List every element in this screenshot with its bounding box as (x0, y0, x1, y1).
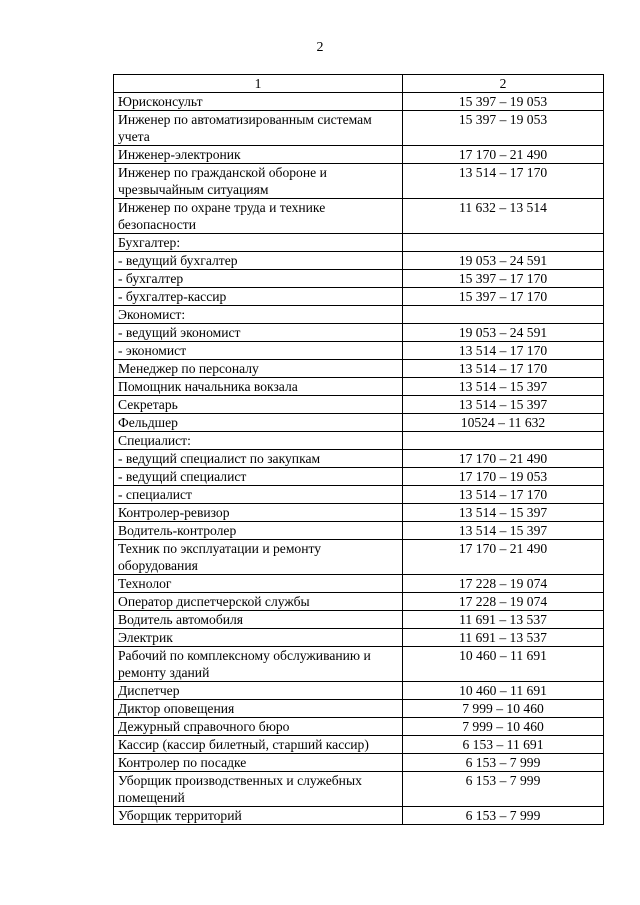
salary-range-cell: 15 397 – 17 170 (403, 288, 604, 306)
table-row (114, 754, 604, 772)
table-row (114, 611, 604, 629)
salary-range-cell: 17 170 – 21 490 (403, 450, 604, 468)
table-row (114, 270, 604, 288)
salary-range-cell: 6 153 – 7 999 (403, 772, 604, 807)
salary-range-cell: 17 170 – 21 490 (403, 146, 604, 164)
salary-range-cell: 6 153 – 11 691 (403, 736, 604, 754)
salary-range-cell: 7 999 – 10 460 (403, 700, 604, 718)
table-row (114, 378, 604, 396)
position-cell: Юрисконсульт (114, 93, 403, 111)
position-cell: Оператор диспетчерской службы (114, 593, 403, 611)
table-row (114, 111, 604, 146)
position-cell: - ведущий экономист (114, 324, 403, 342)
position-cell: Водитель автомобиля (114, 611, 403, 629)
salary-range-cell: 11 632 – 13 514 (403, 199, 604, 234)
table-header-row (114, 75, 604, 93)
column-header: 1 (114, 75, 403, 93)
position-cell: Бухгалтер: (114, 234, 403, 252)
table-row (114, 700, 604, 718)
salary-range-cell: 6 153 – 7 999 (403, 807, 604, 825)
salary-range-cell: 7 999 – 10 460 (403, 718, 604, 736)
salary-range-cell: 13 514 – 15 397 (403, 396, 604, 414)
salary-range-cell: 13 514 – 17 170 (403, 164, 604, 199)
salary-range-cell: 17 170 – 21 490 (403, 540, 604, 575)
salary-range-cell (403, 234, 604, 252)
table-row (114, 772, 604, 807)
position-cell: Инженер по гражданской обороне и чрезвычайным ситуациям (114, 164, 403, 199)
table-row (114, 575, 604, 593)
position-cell: - бухгалтер (114, 270, 403, 288)
salary-range-cell: 13 514 – 15 397 (403, 378, 604, 396)
salary-range-cell: 13 514 – 17 170 (403, 486, 604, 504)
salary-range-cell: 11 691 – 13 537 (403, 629, 604, 647)
table-row (114, 629, 604, 647)
position-cell: Технолог (114, 575, 403, 593)
position-cell: Помощник начальника вокзала (114, 378, 403, 396)
table-row (114, 486, 604, 504)
table-row (114, 93, 604, 111)
position-cell: Инженер-электроник (114, 146, 403, 164)
position-cell: Кассир (кассир билетный, старший кассир) (114, 736, 403, 754)
position-cell: Водитель-контролер (114, 522, 403, 540)
table-row (114, 468, 604, 486)
position-cell: - ведущий бухгалтер (114, 252, 403, 270)
table-row (114, 593, 604, 611)
salary-range-cell: 19 053 – 24 591 (403, 252, 604, 270)
salary-range-cell: 10 460 – 11 691 (403, 682, 604, 700)
salary-range-cell: 19 053 – 24 591 (403, 324, 604, 342)
salary-range-cell: 10524 – 11 632 (403, 414, 604, 432)
salary-range-cell: 17 228 – 19 074 (403, 593, 604, 611)
salary-table (113, 74, 604, 825)
page-number: 2 (316, 40, 324, 55)
table-row (114, 682, 604, 700)
salary-range-cell: 6 153 – 7 999 (403, 754, 604, 772)
column-header: 2 (403, 75, 604, 93)
position-cell: Специалист: (114, 432, 403, 450)
table-row (114, 718, 604, 736)
salary-range-cell: 15 397 – 19 053 (403, 111, 604, 146)
table-row (114, 324, 604, 342)
table-row (114, 234, 604, 252)
salary-range-cell: 13 514 – 15 397 (403, 522, 604, 540)
table-row (114, 252, 604, 270)
position-cell: Уборщик территорий (114, 807, 403, 825)
table-row (114, 342, 604, 360)
position-cell: Техник по эксплуатации и ремонту оборудования (114, 540, 403, 575)
position-cell: Рабочий по комплексному обслуживанию и ремонту зданий (114, 647, 403, 682)
table-row (114, 414, 604, 432)
position-cell: Инженер по охране труда и технике безопасности (114, 199, 403, 234)
salary-range-cell (403, 432, 604, 450)
salary-range-cell: 11 691 – 13 537 (403, 611, 604, 629)
table-row (114, 807, 604, 825)
table-row (114, 522, 604, 540)
position-cell: Контролер по посадке (114, 754, 403, 772)
salary-range-cell: 13 514 – 17 170 (403, 342, 604, 360)
table-row (114, 432, 604, 450)
table-row (114, 146, 604, 164)
position-cell: - специалист (114, 486, 403, 504)
position-cell: Дежурный справочного бюро (114, 718, 403, 736)
position-cell: Экономист: (114, 306, 403, 324)
table-row (114, 540, 604, 575)
position-cell: - ведущий специалист (114, 468, 403, 486)
table-row (114, 736, 604, 754)
table-row (114, 450, 604, 468)
position-cell: Фельдшер (114, 414, 403, 432)
table-row (114, 164, 604, 199)
salary-range-cell: 15 397 – 19 053 (403, 93, 604, 111)
salary-range-cell: 13 514 – 17 170 (403, 360, 604, 378)
salary-range-cell: 15 397 – 17 170 (403, 270, 604, 288)
position-cell: - экономист (114, 342, 403, 360)
salary-range-cell: 13 514 – 15 397 (403, 504, 604, 522)
table-row (114, 504, 604, 522)
table-row (114, 199, 604, 234)
position-cell: Секретарь (114, 396, 403, 414)
position-cell: Уборщик производственных и служебных помещений (114, 772, 403, 807)
position-cell: - бухгалтер-кассир (114, 288, 403, 306)
table-row (114, 288, 604, 306)
salary-range-cell: 10 460 – 11 691 (403, 647, 604, 682)
salary-range-cell (403, 306, 604, 324)
table-row (114, 306, 604, 324)
salary-range-cell: 17 228 – 19 074 (403, 575, 604, 593)
position-cell: - ведущий специалист по закупкам (114, 450, 403, 468)
table-body (114, 93, 604, 825)
position-cell: Электрик (114, 629, 403, 647)
position-cell: Диспетчер (114, 682, 403, 700)
table-row (114, 396, 604, 414)
table-row (114, 647, 604, 682)
position-cell: Менеджер по персоналу (114, 360, 403, 378)
position-cell: Диктор оповещения (114, 700, 403, 718)
salary-range-cell: 17 170 – 19 053 (403, 468, 604, 486)
position-cell: Инженер по автоматизированным системам учета (114, 111, 403, 146)
position-cell: Контролер-ревизор (114, 504, 403, 522)
table-row (114, 360, 604, 378)
